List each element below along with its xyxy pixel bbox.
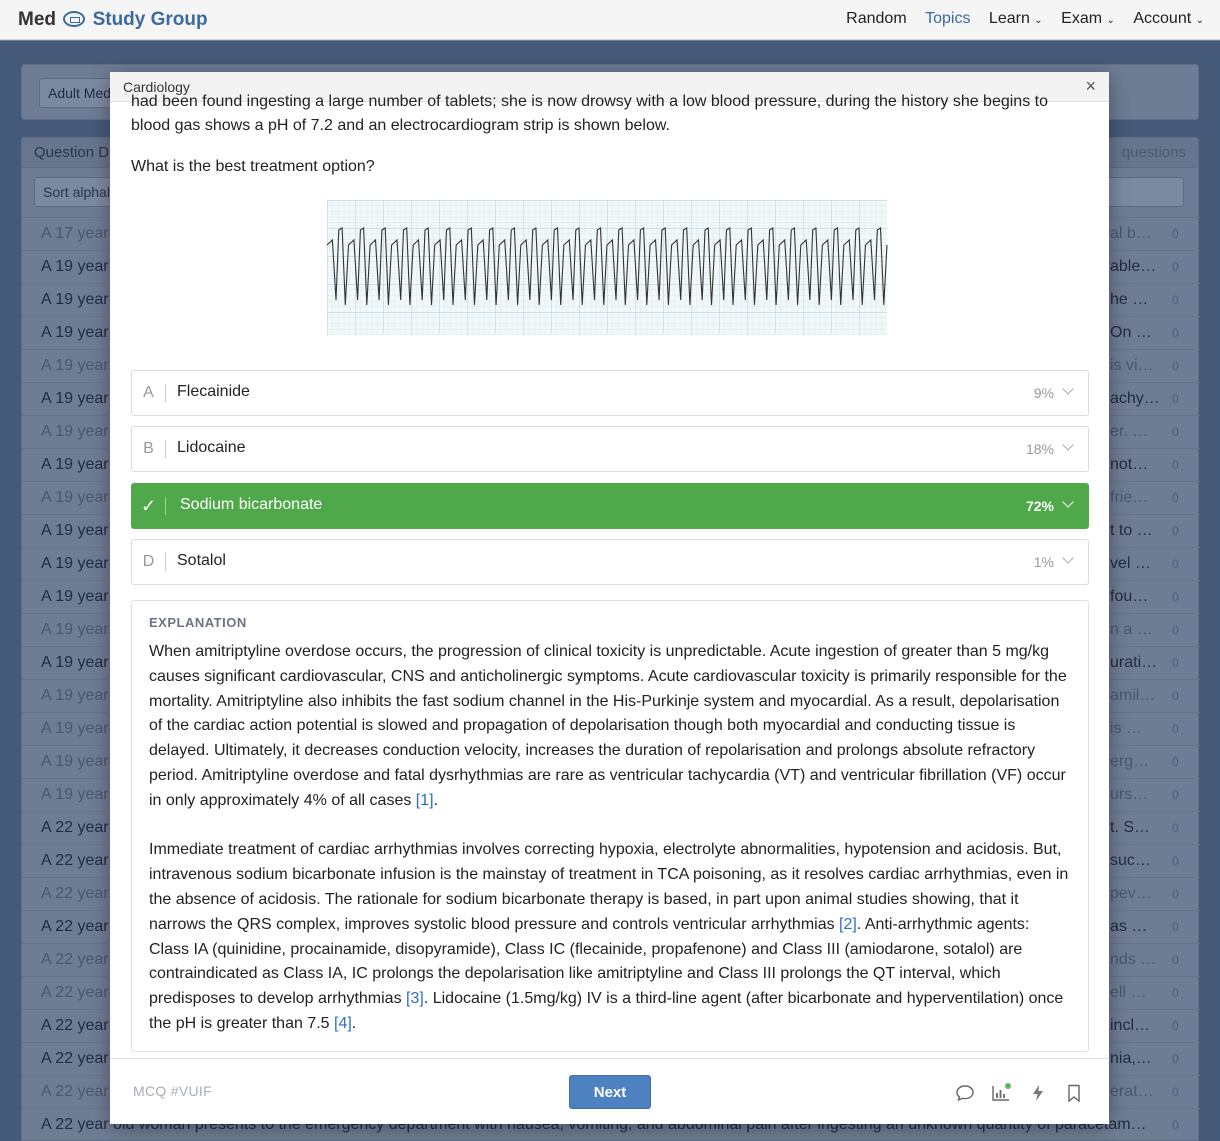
nav-exam-label: Exam xyxy=(1061,10,1103,27)
reference-link-4[interactable]: [4] xyxy=(334,1014,352,1032)
option-text: Lidocaine xyxy=(177,439,246,456)
stem-line-1: had been found ingesting a large number of tablets; she is now drowsy with a low blood pressure, during the history she begins to xyxy=(131,93,1048,110)
nav-learn[interactable] xyxy=(989,10,1043,27)
option-text: Sotalol xyxy=(177,552,226,569)
close-icon[interactable]: × xyxy=(1085,76,1096,96)
nav-learn-label: Learn xyxy=(988,10,1030,27)
nav-topics[interactable]: Topics xyxy=(925,10,971,27)
option-percentage: 18% xyxy=(1025,441,1054,457)
chevron-down-icon xyxy=(1062,552,1073,563)
bookmark-icon[interactable] xyxy=(1064,1083,1084,1103)
modal-body xyxy=(110,93,1109,1056)
chevron-down-icon: ⌄ xyxy=(1106,15,1115,26)
explanation-paragraph-1 xyxy=(149,640,1072,814)
nav-account-label: Account xyxy=(1133,10,1192,27)
ecg-strip-image xyxy=(327,200,887,335)
period: . xyxy=(433,791,439,809)
mcq-id: MCQ #VUIF xyxy=(133,1083,212,1099)
chevron-down-icon xyxy=(1062,383,1073,394)
flash-icon[interactable] xyxy=(1028,1083,1048,1103)
stats-icon[interactable] xyxy=(991,1083,1011,1103)
explanation-p2a-text: Immediate treatment of cardiac arrhythmias involves correcting hypoxia, electrolyte abnormalities, hypotension and acidosis. But, intravenous sodium bicarbonate infusion is the mainstay of treatment in TCA poisoning, as it resolves cardiac arrhythmias, even in the absence of acidosis. The rationale for sodium bicarbonate therapy is based, in part upon animal studies showing, that it narrows the QRS complex, improves systolic blood pressure and controls ventricular arrhythmias xyxy=(149,841,1069,933)
brand-study-group: Study Group xyxy=(92,9,208,30)
explanation-paragraph-2 xyxy=(149,838,1072,1036)
chevron-down-icon: ⌄ xyxy=(1195,15,1204,26)
modal-footer xyxy=(110,1058,1109,1124)
stem-line-2: blood gas shows a pH of 7.2 and an electrocardiogram strip is shown below. xyxy=(131,117,670,134)
option-text: Flecainide xyxy=(177,383,250,400)
option-letter: D xyxy=(132,553,166,571)
comment-icon[interactable] xyxy=(955,1083,975,1103)
logo-icon xyxy=(63,11,85,27)
explanation-p2b-text: . Anti-arrhythmic agents: Class IA (quinidine, procainamide, disopyramide), Class IC (flecainide, propafenone) and Class III (amiodarone, sotalol) are contraindicated as Class IA, IC prolongs the depolarisation like amitriptyline and Class III prolongs the QT interval, which predisposes to develop arrhythmias xyxy=(149,915,1030,1008)
reference-link-2[interactable]: [2] xyxy=(839,915,857,933)
modal-title: Cardiology xyxy=(123,79,190,95)
nav-links xyxy=(832,10,1204,28)
chevron-down-icon xyxy=(1062,439,1073,450)
chevron-down-icon xyxy=(1062,496,1073,507)
option-a[interactable] xyxy=(131,370,1089,416)
nav-exam[interactable] xyxy=(1061,10,1115,27)
question-text: What is the best treatment option? xyxy=(131,158,375,175)
option-percentage: 1% xyxy=(1033,554,1054,570)
explanation-panel xyxy=(131,600,1089,1052)
explanation-p1-text: When amitriptyline overdose occurs, the progression of clinical toxicity is unpredictable. Acute ingestion of greater than 5 mg/kg causes significant cardiovascular, CNS and anticholinergic symptoms. Acute cardiovascular toxicity is primarily responsible for the mortality. Amitriptyline also inhibits the fast sodium channel in the His-Purkinje system and myocardial. As a result, depolarisation of the cardiac action potential is slowed and propagation of depolarisation though both myocardial and conducting tissue is delayed. Ultimately, it decreases conduction velocity, increases the duration of repolarisation and prolongs absolute refractory period. Amitriptyline overdose and fatal dysrhythmias are rare as ventricular tachycardia (VT) and ventricular fibrillation (VF) occur in only approximately 4% of all cases xyxy=(149,643,1067,809)
explanation-text xyxy=(149,640,1072,1037)
option-text: Sodium bicarbonate xyxy=(180,496,323,513)
reference-link-3[interactable]: [3] xyxy=(406,990,424,1008)
option-d[interactable] xyxy=(131,539,1089,585)
explanation-p2c-text: . Lidocaine (1.5mg/kg) IV is a third-line agent (after bicarbonate and hyperventilation) once the pH is greater than 7.5 xyxy=(149,990,1064,1032)
option-percentage: 72% xyxy=(1025,498,1054,514)
next-button[interactable]: Next xyxy=(569,1075,651,1109)
nav-random[interactable]: Random xyxy=(846,10,907,27)
checkmark-icon: ✓ xyxy=(132,497,166,515)
option-c-correct[interactable] xyxy=(131,483,1089,529)
nav-account[interactable] xyxy=(1133,10,1204,27)
explanation-title: EXPLANATION xyxy=(149,615,247,630)
question-stem xyxy=(131,90,1091,138)
brand-med: Med xyxy=(18,9,56,30)
option-letter: B xyxy=(132,440,166,458)
reference-link-1[interactable]: [1] xyxy=(415,791,434,809)
period: . xyxy=(351,1014,357,1032)
option-percentage: 9% xyxy=(1033,385,1054,401)
chevron-down-icon: ⌄ xyxy=(1034,15,1043,26)
top-navbar xyxy=(0,0,1220,40)
question-modal xyxy=(110,72,1109,1124)
option-b[interactable] xyxy=(131,426,1089,472)
option-letter: A xyxy=(132,384,166,402)
brand-logo[interactable] xyxy=(18,9,208,31)
